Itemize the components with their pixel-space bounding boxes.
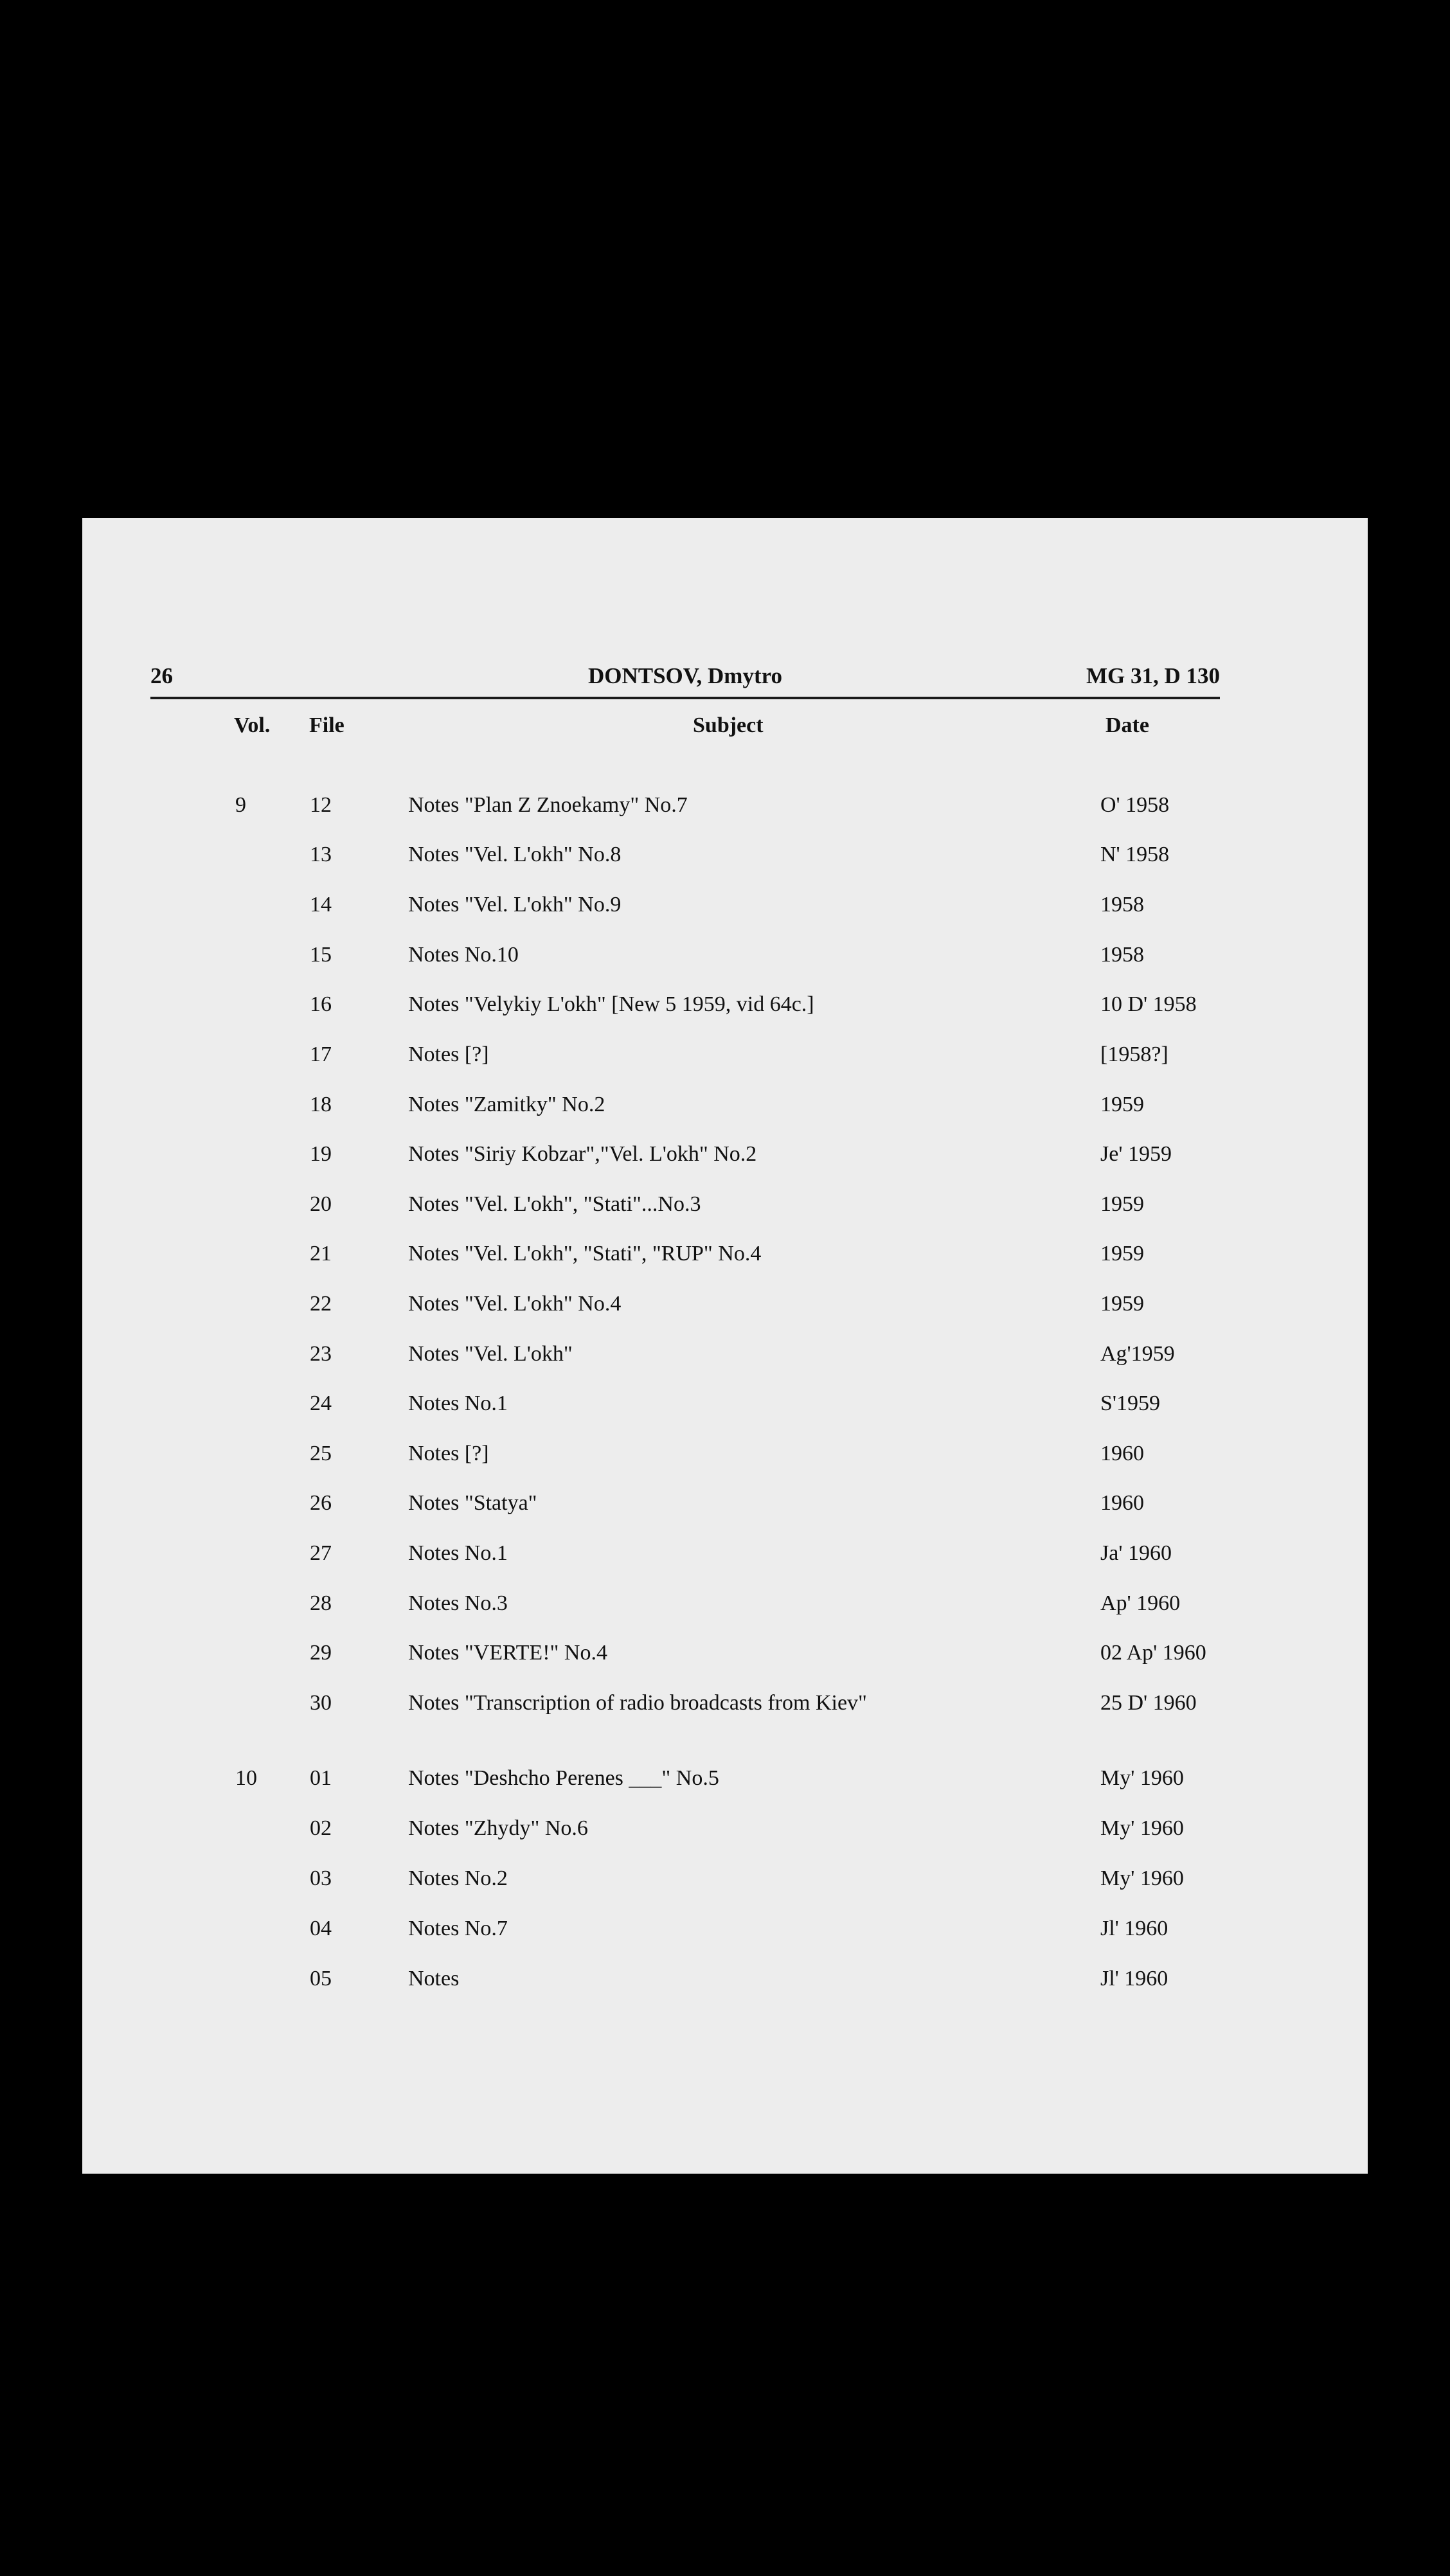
table-row [0,1591,1450,1627]
row-date: 25 D' 1960 [1100,1691,1197,1715]
row-date: Jl' 1960 [1100,1917,1168,1940]
row-subject: Notes "Zhydy" No.6 [408,1816,588,1840]
page-number: 26 [150,663,173,688]
row-file: 05 [310,1967,332,1990]
row-file: 13 [310,843,332,866]
row-subject: Notes "Plan Z Znoekamy" No.7 [408,793,688,817]
row-subject: Notes No.2 [408,1866,508,1890]
row-file: 29 [310,1641,332,1665]
table-row [0,843,1450,879]
row-file: 24 [310,1391,332,1415]
table-row [0,1142,1450,1178]
table-row [0,1042,1450,1078]
table-row [0,1442,1450,1478]
row-date: [1958?] [1100,1042,1168,1066]
table-row [0,1866,1450,1902]
table-row [0,1192,1450,1228]
row-file: 26 [310,1491,332,1515]
table-row [0,992,1450,1028]
row-file: 23 [310,1342,332,1366]
row-file: 30 [310,1691,332,1715]
table-row [0,893,1450,929]
row-file: 25 [310,1442,332,1465]
table-row [0,1292,1450,1328]
row-subject: Notes "Velykiy L'okh" [New 5 1959, vid 64c.] [408,992,814,1016]
row-vol: 9 [235,793,246,817]
row-date: N' 1958 [1100,843,1170,866]
row-subject: Notes "Vel. L'okh" No.4 [408,1292,622,1316]
row-date: My' 1960 [1100,1866,1184,1890]
row-subject: Notes "Deshcho Perenes ___" No.5 [408,1766,719,1790]
row-date: 1959 [1100,1242,1144,1266]
row-file: 27 [310,1541,332,1565]
row-date: 1959 [1100,1292,1144,1316]
table-row [0,1816,1450,1852]
table-row [0,1967,1450,2003]
row-file: 21 [310,1242,332,1266]
row-subject: Notes "Vel. L'okh" No.9 [408,893,622,917]
table-row [0,1391,1450,1427]
column-header-file: File [309,713,345,737]
row-subject: Notes "Statya" [408,1491,537,1515]
table-row [0,1242,1450,1278]
row-date: 10 D' 1958 [1100,992,1197,1016]
column-header-subject: Subject [693,713,764,737]
row-file: 14 [310,893,332,917]
row-file: 04 [310,1917,332,1940]
row-date: Ap' 1960 [1100,1591,1181,1615]
row-date: 1958 [1100,943,1144,967]
row-file: 01 [310,1766,332,1790]
row-file: 16 [310,992,332,1016]
row-date: 1959 [1100,1192,1144,1216]
table-row [0,943,1450,979]
row-date: S'1959 [1100,1391,1161,1415]
row-subject: Notes No.1 [408,1391,508,1415]
row-date: Je' 1959 [1100,1142,1172,1166]
table-row [0,1917,1450,1953]
row-subject: Notes "Siriy Kobzar","Vel. L'okh" No.2 [408,1142,757,1166]
row-file: 02 [310,1816,332,1840]
row-date: 1958 [1100,893,1144,917]
row-file: 28 [310,1591,332,1615]
table-row [0,793,1450,829]
row-date: 1959 [1100,1093,1144,1116]
row-subject: Notes "Vel. L'okh" [408,1342,573,1366]
row-file: 22 [310,1292,332,1316]
row-subject: Notes "Vel. L'okh" No.8 [408,843,622,866]
column-header-date: Date [1105,713,1149,737]
row-file: 17 [310,1042,332,1066]
row-subject: Notes "Vel. L'okh", "Stati", "RUP" No.4 [408,1242,762,1266]
table-row [0,1093,1450,1129]
row-file: 12 [310,793,332,817]
row-date: Jl' 1960 [1100,1967,1168,1990]
column-header-vol: Vol. [234,713,271,737]
table-row [0,1766,1450,1802]
table-row [0,1541,1450,1577]
row-subject: Notes No.3 [408,1591,508,1615]
row-date: My' 1960 [1100,1766,1184,1790]
row-date: 1960 [1100,1491,1144,1515]
table-row [0,1491,1450,1527]
row-date: O' 1958 [1100,793,1170,817]
row-file: 15 [310,943,332,967]
table-row [0,1641,1450,1677]
row-file: 18 [310,1093,332,1116]
row-file: 20 [310,1192,332,1216]
row-subject: Notes "Vel. L'okh", "Stati"...No.3 [408,1192,701,1216]
document-title: DONTSOV, Dmytro [587,663,783,688]
row-date: Ja' 1960 [1100,1541,1172,1565]
row-subject: Notes "Transcription of radio broadcasts from Kiev" [408,1691,867,1715]
table-row [0,1691,1450,1727]
row-file: 03 [310,1866,332,1890]
row-subject: Notes "Zamitky" No.2 [408,1093,605,1116]
table-row [0,1342,1450,1378]
row-date: 1960 [1100,1442,1144,1465]
row-subject: Notes [408,1967,460,1990]
row-subject: Notes No.1 [408,1541,508,1565]
row-date: My' 1960 [1100,1816,1184,1840]
row-subject: Notes [?] [408,1442,489,1465]
row-vol: 10 [235,1766,257,1790]
row-date: Ag'1959 [1100,1342,1175,1366]
row-file: 19 [310,1142,332,1166]
reference-code: MG 31, D 130 [1086,663,1220,688]
row-subject: Notes No.7 [408,1917,508,1940]
row-subject: Notes [?] [408,1042,489,1066]
row-subject: Notes "VERTE!" No.4 [408,1641,607,1665]
row-subject: Notes No.10 [408,943,519,967]
row-date: 02 Ap' 1960 [1100,1641,1206,1665]
